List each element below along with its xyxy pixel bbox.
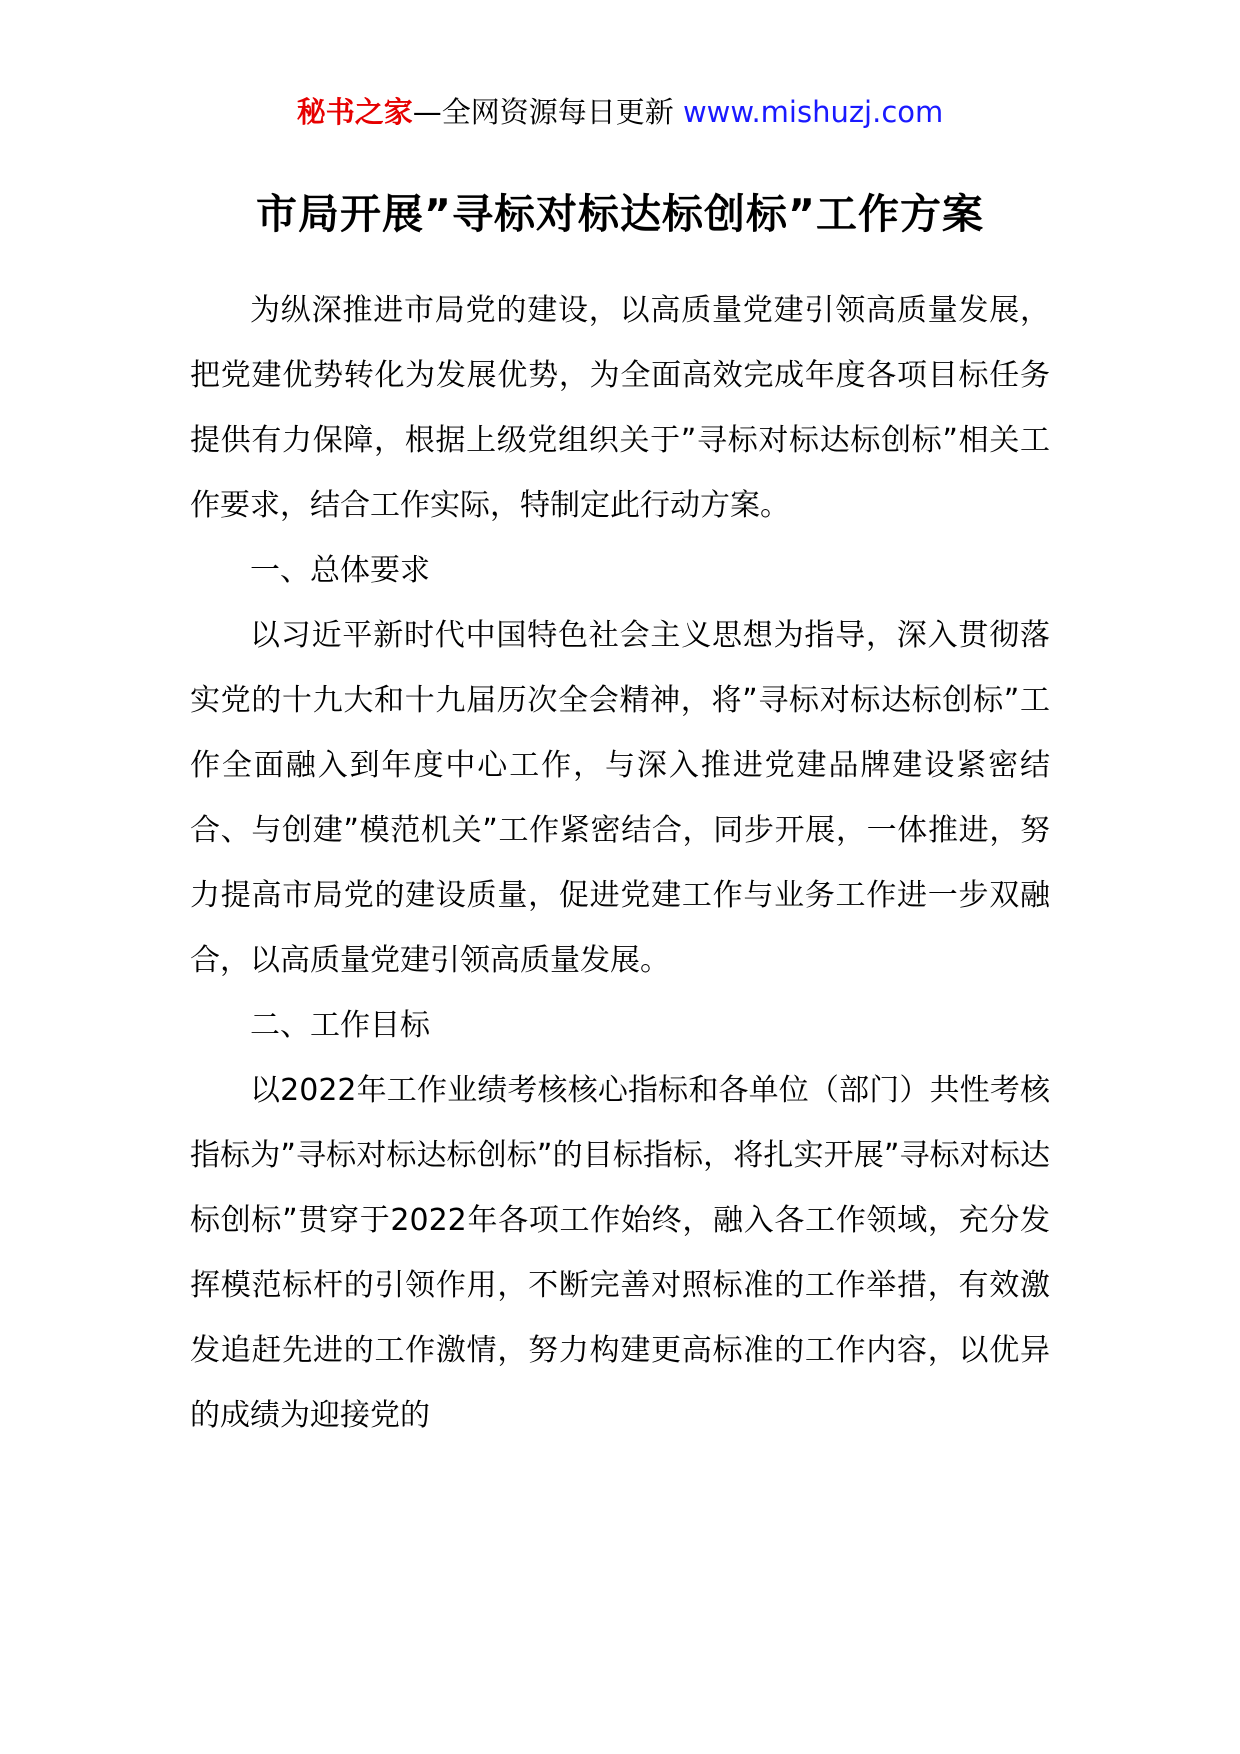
- section-heading-general-requirements: 一、总体要求: [250, 553, 430, 588]
- header-tagline: —全网资源每日更新: [412, 95, 683, 129]
- site-url-link[interactable]: www.mishuzj.com: [682, 95, 944, 129]
- brand-name: 秘书之家: [296, 95, 413, 129]
- paragraph-general-requirements: 以习近平新时代中国特色社会主义思想为指导，深入贯彻落实党的十九大和十九届历次全会精神，将”寻标对标达标创标”工作全面融入到年度中心工作，与深入推进党建品牌建设紧密结合、与创建”模范机关”工作紧密结合，同步开展，一体推进，努力提高市局党的建设质量，促进党建工作与业务工作进一步双融合，以高质量党建引领高质量发展。: [190, 618, 1050, 978]
- document-body: [190, 278, 1050, 1448]
- paragraph-work-goals: 以2022年工作业绩考核核心指标和各单位（部门）共性考核指标为”寻标对标达标创标”的目标指标，将扎实开展”寻标对标达标创标”贯穿于2022年各项工作始终，融入各工作领域，充分发挥模范标杆的引领作用，不断完善对照标准的工作举措，有效激发追赶先进的工作激情，努力构建更高标准的工作内容，以优异的成绩为迎接党的: [190, 1073, 1050, 1433]
- section-heading-work-goals: 二、工作目标: [250, 1008, 430, 1043]
- site-header: [0, 92, 1240, 132]
- paragraph-intro: 为纵深推进市局党的建设，以高质量党建引领高质量发展，把党建优势转化为发展优势，为全面高效完成年度各项目标任务提供有力保障，根据上级党组织关于”寻标对标达标创标”相关工作要求，结合工作实际，特制定此行动方案。: [190, 293, 1050, 523]
- document-title: 市局开展”寻标对标达标创标”工作方案: [256, 190, 984, 238]
